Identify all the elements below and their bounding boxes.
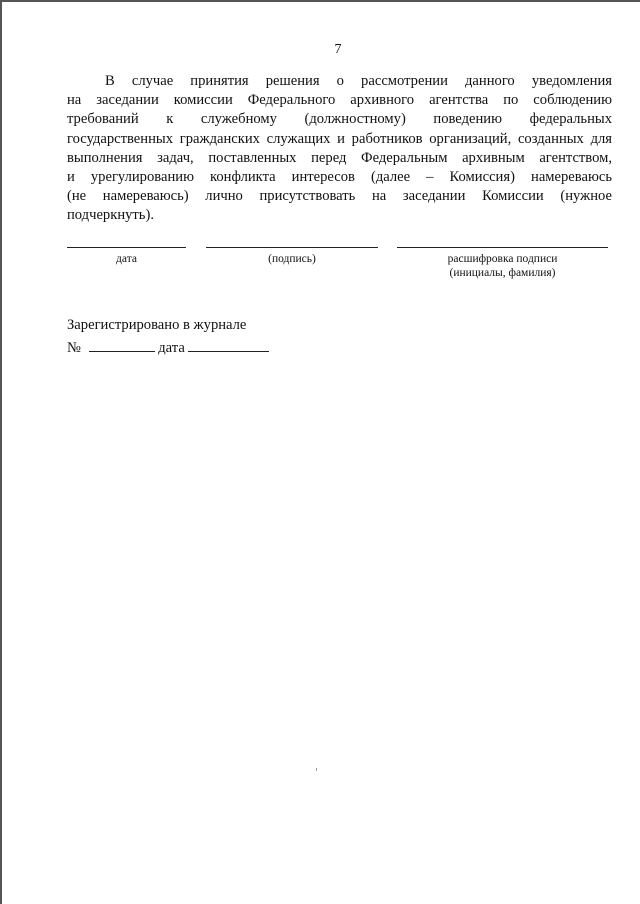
date-signature-line [67, 247, 186, 248]
number-label: № [67, 340, 81, 356]
registration-date-label: дата [158, 340, 185, 356]
paragraph-line: на заседании комиссии Федерального архивного агентства по соблюдению [67, 92, 612, 109]
name-decoding-line [397, 247, 608, 248]
paragraph-line: требований к служебному (должностному) поведению федеральных [67, 111, 612, 128]
scan-border-left [0, 0, 2, 904]
paragraph-line: государственных гражданских служащих и работников организаций, созданных для [67, 130, 612, 147]
scan-speck [316, 768, 317, 771]
paragraph-line: подчеркнуть). [67, 207, 154, 224]
number-blank [89, 337, 155, 352]
scan-border-top [0, 0, 640, 2]
signature-line [206, 247, 378, 248]
registration-title: Зарегистрировано в журнале [67, 317, 247, 333]
signature-caption: (подпись) [268, 253, 316, 265]
registration-line [67, 337, 269, 357]
decoding-caption [397, 252, 608, 280]
date-caption: дата [116, 253, 137, 265]
paragraph-line: и урегулированию конфликта интересов (далее – Комиссия) намереваюсь [67, 169, 612, 186]
paragraph-line: (не намереваюсь) лично присутствовать на заседании Комиссии (нужное [67, 188, 612, 205]
paragraph-line: В случае принятия решения о рассмотрении данного уведомления [105, 73, 612, 89]
registration-date-blank [188, 337, 269, 352]
page-number: 7 [334, 42, 342, 57]
paragraph-line: выполнения задач, поставленных перед Федеральным архивным агентством, [67, 149, 612, 166]
decoding-caption-line1: расшифровка подписи [447, 253, 558, 265]
notice-paragraph [67, 72, 612, 226]
decoding-caption-line2: (инициалы, фамилия) [449, 267, 556, 279]
